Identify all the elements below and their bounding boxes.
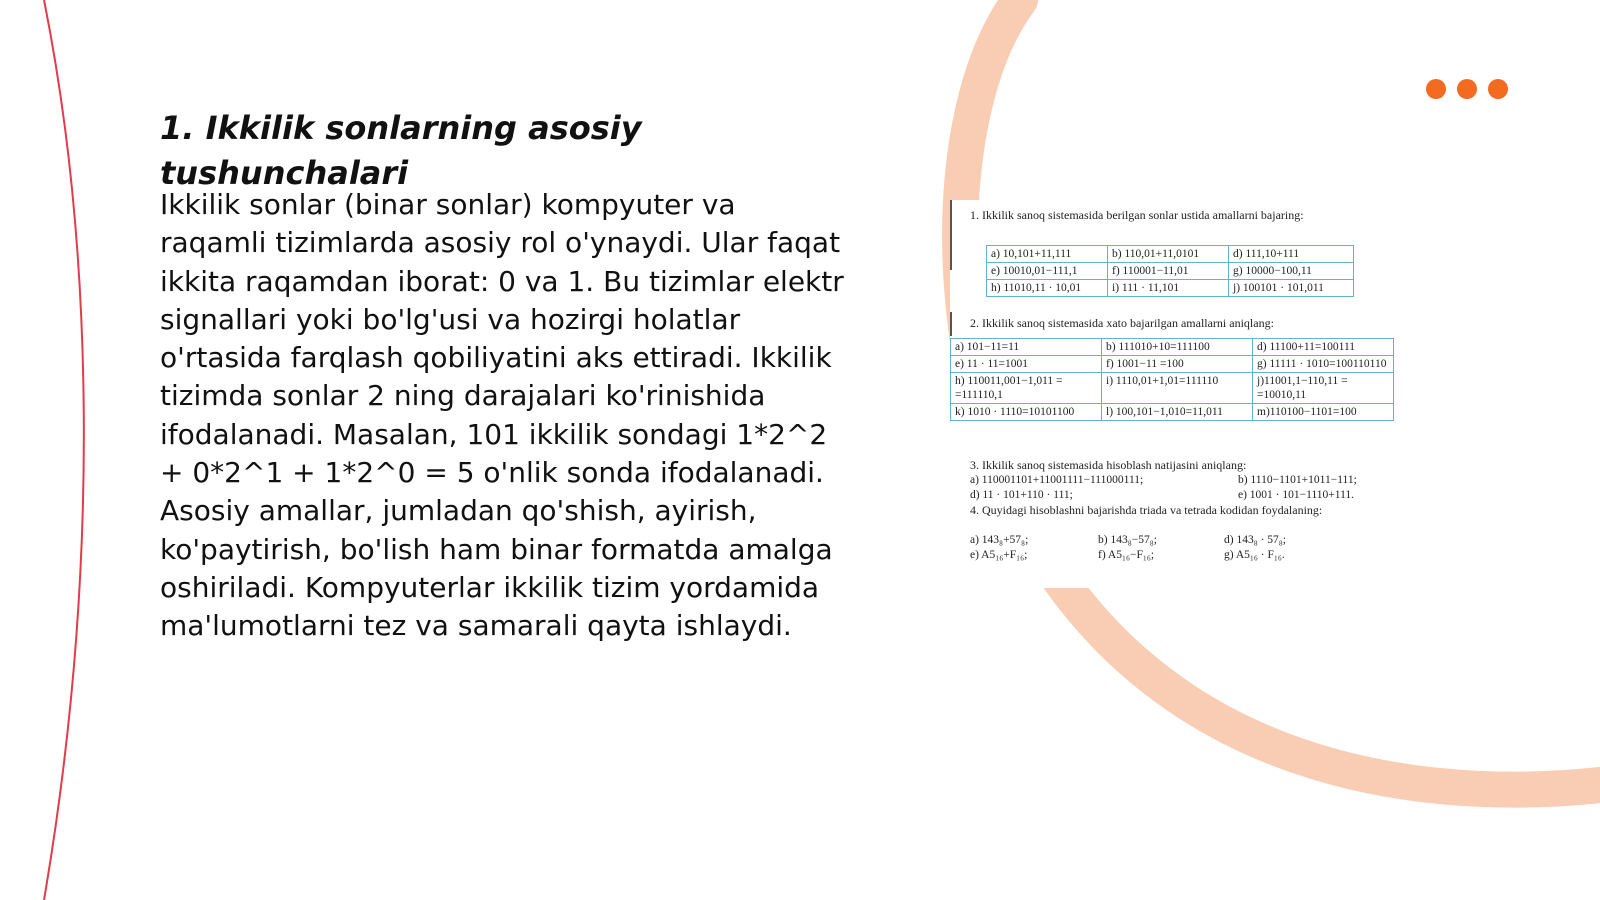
table-row xyxy=(987,280,1354,297)
exercise-item: d) 143₈ · 57₈; xyxy=(1224,534,1286,546)
table-cell: k) 1010 · 1110=10101100 xyxy=(951,404,1102,421)
exercise-item: e) 1001 · 101−1110+111. xyxy=(1238,489,1355,501)
table-cell: b) 110,01+11,0101 xyxy=(1108,246,1229,263)
table-cell: a) 101−11=11 xyxy=(951,339,1102,356)
table-cell: e) 11 · 11=1001 xyxy=(951,356,1102,373)
table-cell: l) 100,101−1,010=11,011 xyxy=(1102,404,1253,421)
table-cell: h) 11010,11 · 10,01 xyxy=(987,280,1108,297)
exercise-1-table xyxy=(986,245,1354,297)
table-cell: g) 11111 · 1010=100110110 xyxy=(1253,356,1394,373)
exercise-3-text: 3. Ikkilik sanoq sistemasida hisoblash natijasini aniqlang: xyxy=(970,458,1247,472)
table-cell: m)110100−1101=100 xyxy=(1253,404,1394,421)
textbook-exercise-image xyxy=(950,200,1430,588)
table-row xyxy=(987,246,1354,263)
table-cell: h) 110011,001−1,011 = =111110,1 xyxy=(951,373,1102,404)
slide-title: 1. Ikkilik sonlarning asosiy tushunchalari xyxy=(160,109,642,192)
table-cell: d) 111,10+111 xyxy=(1229,246,1354,263)
decorative-dots xyxy=(1426,79,1508,99)
table-cell: f) 110001−11,01 xyxy=(1108,263,1229,280)
exercise-3-items xyxy=(950,473,1428,503)
table-cell: a) 10,101+11,111 xyxy=(987,246,1108,263)
slide-body-text: Ikkilik sonlar (binar sonlar) kompyuter va raqamli tizimlarda asosiy rol o'ynaydi. Ular faqat ikkita raqamdan iborat: 0 va 1. Bu tizimlar elektr signallari yoki bo'lg'usi va hozirgi holatlar o'rtasida farqlash qobiliyatini aks ettiradi. Ikkilik tizimda sonlar 2 ning darajalari ko'rinishida ifodalanadi. Masalan, 101 ikkilik sondagi 1*2^2 + 0*2^1 + 1*2^0 = 5 o'nlik sonda ifodalanadi. Asosiy amallar, jumladan qo'shish, ayirish, ko'paytirish, bo'lish ham binar formatda amalga oshiriladi. Kompyuterlar ikkilik tizim yordamida ma'lumotlarni tez va samarali qayta ishlaydi. xyxy=(160,188,844,643)
list-item xyxy=(950,473,1428,488)
exercise-item: b) 1110−1101+1011−111; xyxy=(1238,474,1357,486)
table-row xyxy=(951,339,1394,356)
dot-icon xyxy=(1457,79,1477,99)
exercise-4-text: 4. Quyidagi hisoblashni bajarishda triada va tetrada kodidan foydalaning: xyxy=(970,503,1323,517)
dot-icon xyxy=(1426,79,1446,99)
dot-icon xyxy=(1488,79,1508,99)
table-cell: e) 10010,01−111,1 xyxy=(987,263,1108,280)
list-item xyxy=(950,548,1428,563)
table-cell: f) 1001−11 =100 xyxy=(1102,356,1253,373)
table-cell: b) 111010+10=111100 xyxy=(1102,339,1253,356)
exercise-item: f) A5₁₆−F₁₆; xyxy=(1098,549,1155,561)
exercise-item: b) 143₈−57₈; xyxy=(1098,534,1157,546)
exercise-item: a) 110001101+11001111−111000111; xyxy=(970,474,1144,486)
exercise-item: d) 11 · 101+110 · 111; xyxy=(970,489,1073,501)
exercise-4-items xyxy=(950,533,1428,563)
table-cell: i) 1110,01+1,01=111110 xyxy=(1102,373,1253,404)
exercise-item: a) 143₈+57₈; xyxy=(970,534,1029,546)
table-row xyxy=(987,263,1354,280)
table-cell: j)11001,1−110,11 = =10010,11 xyxy=(1253,373,1394,404)
list-item xyxy=(950,488,1428,503)
exercise-1-text: 1. Ikkilik sanoq sistemasida berilgan sonlar ustida amallarni bajaring: xyxy=(970,208,1304,222)
exercise-2-text: 2. Ikkilik sanoq sistemasida xato bajarilgan amallarni aniqlang: xyxy=(970,316,1274,330)
table-row xyxy=(951,404,1394,421)
table-cell: i) 111 · 11,101 xyxy=(1108,280,1229,297)
table-row xyxy=(951,356,1394,373)
exercise-item: e) A5₁₆+F₁₆; xyxy=(970,549,1028,561)
table-cell: g) 10000−100,11 xyxy=(1229,263,1354,280)
table-cell: d) 11100+11=100111 xyxy=(1253,339,1394,356)
list-item xyxy=(950,533,1428,548)
left-curve-line xyxy=(44,0,84,900)
exercise-item: g) A5₁₆ · F₁₆. xyxy=(1224,549,1285,561)
exercise-2-table xyxy=(950,338,1394,421)
table-row xyxy=(951,373,1394,404)
table-cell: j) 100101 · 101,011 xyxy=(1229,280,1354,297)
